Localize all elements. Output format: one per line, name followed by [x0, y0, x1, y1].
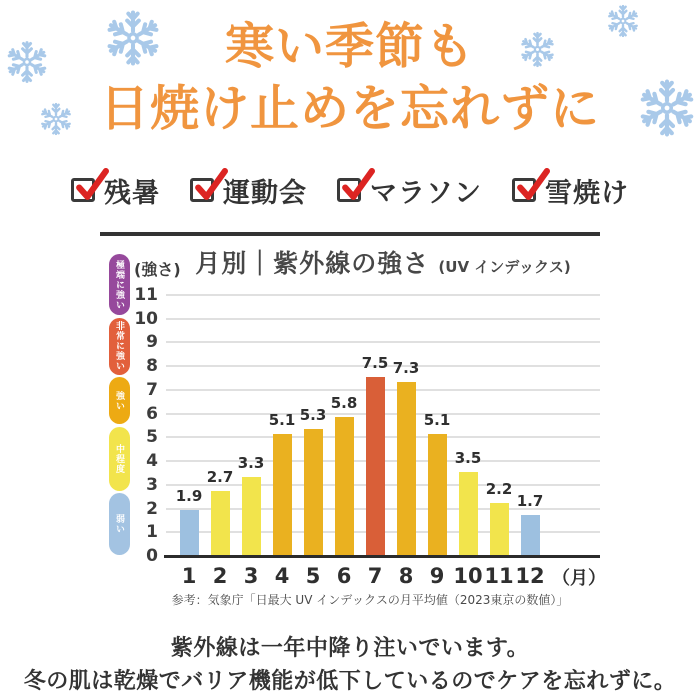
chart-plot	[100, 232, 610, 614]
checklist-label: 運動会	[223, 177, 307, 209]
bar-month-7	[366, 377, 385, 555]
x-tick-label: 5	[305, 564, 321, 588]
footer-line-1: 紫外線は一年中降り注いでいます。	[170, 636, 530, 661]
checkbox-checked-icon	[71, 178, 95, 202]
bar-value-label: 5.1	[268, 410, 296, 429]
x-tick-label: 1	[181, 564, 197, 588]
uv-scale-pill-label: 非常に強い	[114, 321, 124, 372]
chart-title-suffix: (UV インデックス)	[438, 258, 571, 276]
title-line-1: 寒い季節も	[224, 18, 475, 75]
bar-value-label: 7.3	[392, 358, 420, 377]
y-tick-label: 8	[146, 356, 158, 377]
x-tick-label: 12	[515, 564, 545, 588]
checklist-label: マラソン	[370, 177, 482, 209]
bar-value-label: 3.5	[454, 448, 482, 467]
checklist-label: 残暑	[104, 177, 160, 209]
checkbox-checked-icon	[512, 178, 536, 202]
y-tick-label: 7	[146, 379, 158, 400]
checklist-label: 雪焼け	[545, 177, 629, 209]
x-tick-label: 10	[453, 564, 483, 588]
y-tick-label: 9	[146, 332, 158, 353]
bar-month-3	[242, 477, 261, 555]
checklist-item-undokai	[190, 171, 307, 210]
bar-month-8	[397, 382, 416, 555]
uv-scale-pill-label: 中程度	[114, 443, 124, 474]
y-tick-label: 4	[146, 451, 158, 472]
bar-value-label: 1.7	[516, 491, 544, 510]
bar-month-12	[521, 515, 540, 555]
uv-scale-pill	[109, 493, 130, 555]
bar-value-label: 3.3	[237, 453, 265, 472]
x-tick-label: 2	[212, 564, 228, 588]
uv-scale-pill	[109, 427, 130, 491]
checkbox-checked-icon	[190, 178, 214, 202]
bar-month-1	[180, 510, 199, 555]
bar-value-label: 5.3	[299, 406, 327, 425]
bar-month-6	[335, 417, 354, 555]
bar-month-11	[490, 503, 509, 555]
bar-value-label: 2.2	[485, 479, 513, 498]
x-tick-label: 8	[398, 564, 414, 588]
x-axis-line	[164, 555, 600, 558]
bar-value-label: 7.5	[361, 354, 389, 373]
y-tick-label: 3	[146, 474, 158, 495]
bar-month-5	[304, 429, 323, 555]
chart-source-note: 参考：気象庁「日最大 UV インデックスの月平均値（2023東京の数値）」	[171, 593, 569, 607]
uv-scale-pill-label: 強い	[114, 390, 124, 411]
gridline	[166, 294, 600, 296]
bar-value-label: 2.7	[206, 467, 234, 486]
x-tick-label: 3	[243, 564, 259, 588]
x-tick-label: 4	[274, 564, 290, 588]
x-axis-unit-label: （月）	[552, 568, 606, 589]
y-tick-label: 1	[146, 522, 158, 543]
x-tick-label: 9	[429, 564, 445, 588]
bar-month-9	[428, 434, 447, 555]
y-tick-label: 0	[146, 546, 158, 566]
uv-scale-pill-label: 弱い	[114, 514, 124, 535]
gridline	[166, 341, 600, 343]
y-tick-label: 10	[134, 308, 158, 329]
y-tick-label: 5	[146, 427, 158, 448]
uv-scale-pill	[109, 318, 130, 375]
bar-month-10	[459, 472, 478, 555]
x-tick-label: 7	[367, 564, 383, 588]
y-axis-label: (強さ)	[134, 260, 181, 279]
bar-value-label: 1.9	[175, 486, 203, 505]
checklist-item-zansho	[71, 171, 160, 210]
checklist-item-yukiyake	[512, 171, 629, 210]
x-tick-label: 6	[336, 564, 352, 588]
title-line-2: 日焼け止めを忘れずに	[99, 80, 600, 137]
y-tick-label: 6	[146, 403, 158, 424]
season-checklist	[0, 167, 700, 213]
footer-message	[0, 632, 700, 698]
bar-month-4	[273, 434, 292, 555]
footer-line-2: 冬の肌は乾燥でバリア機能が低下しているのでケアを忘れずに。	[23, 669, 677, 694]
x-tick-label: 11	[484, 564, 514, 588]
y-tick-label: 2	[146, 498, 158, 519]
gridline	[166, 318, 600, 320]
bar-value-label: 5.8	[330, 394, 358, 413]
chart-title-main: 月別｜紫外線の強さ	[195, 249, 430, 278]
page-title	[0, 16, 700, 140]
bar-value-label: 5.1	[423, 410, 451, 429]
uv-index-chart	[100, 232, 610, 614]
uv-scale-pill	[109, 254, 130, 316]
y-tick-label: 11	[134, 285, 158, 305]
checkbox-checked-icon	[337, 178, 361, 202]
bar-month-2	[211, 491, 230, 555]
uv-scale-pill-label: 極端に強い	[114, 259, 124, 310]
checklist-item-marathon	[337, 171, 482, 210]
uv-scale-pill	[109, 377, 130, 424]
